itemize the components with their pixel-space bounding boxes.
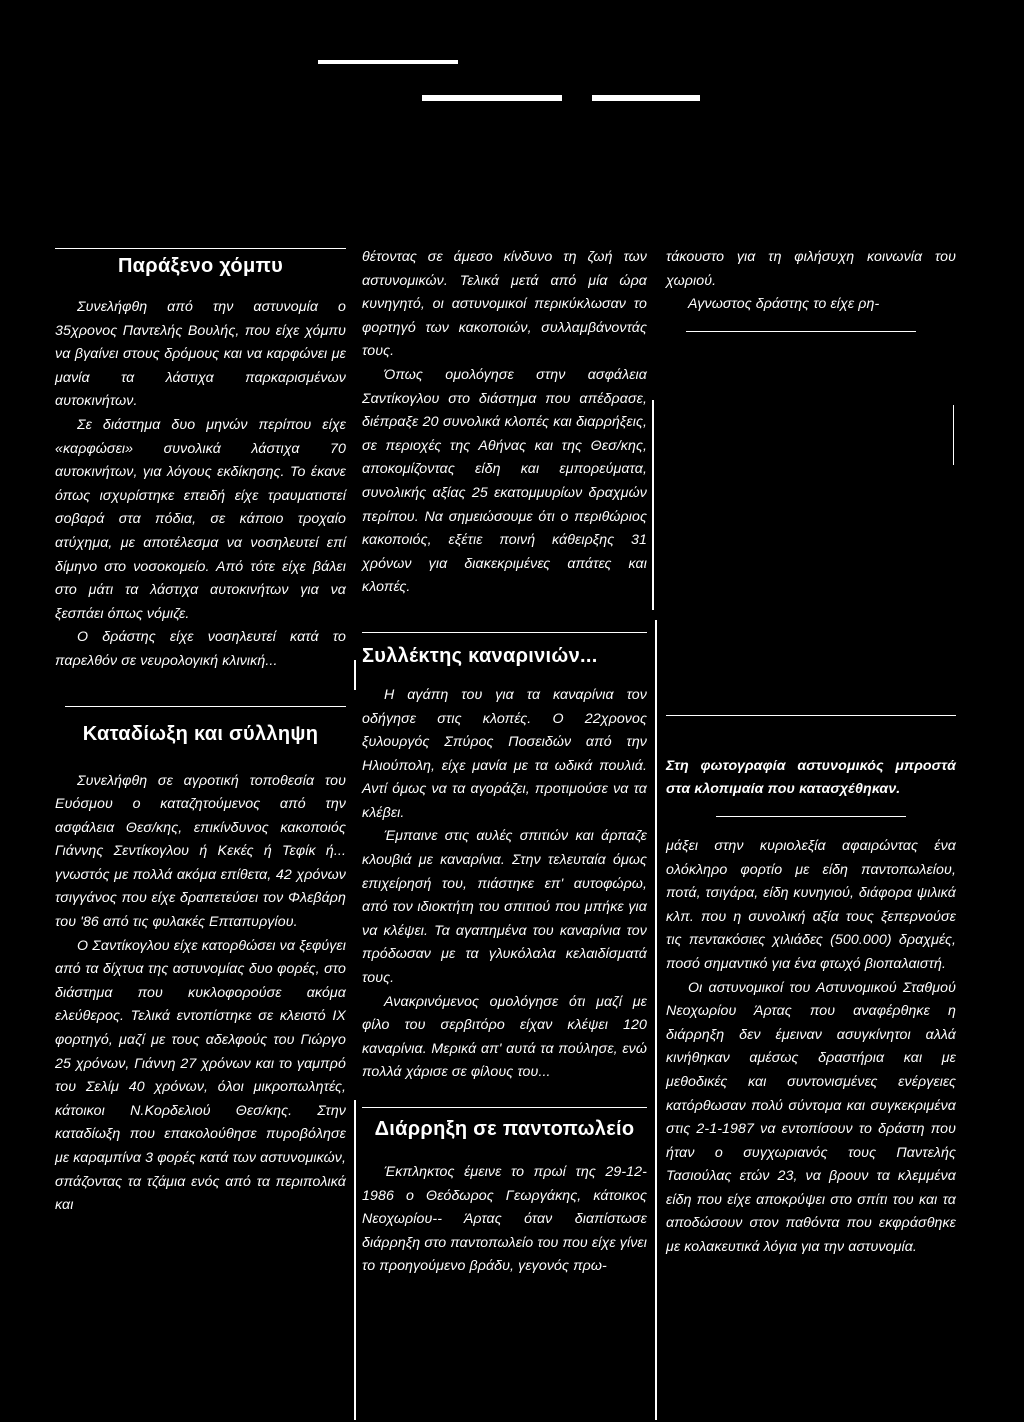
section-rule [65, 706, 346, 707]
article-paragraph: Η αγάπη του για τα καναρίνια τον οδήγησε στις κλοπές. Ο 22χρονος ξυλουργός Σπύρος Ποσειδών από την Ηλιούπολη, είχε μανία με τα ωδικά πουλιά. Αντί όμως να τα αγοράζει, προτιμούσε να τα κλέβει. [362, 686, 647, 821]
article-paragraph: θέτοντας σε άμεσο κίνδυνο τη ζωή των αστυνομικών. Τελικά μετά από μία ώρα κυνηγητό, οι αστυνομικοί περικύκλωσαν το φορτηγό των κακοποιών, συλλαμβάνοντάς τους. [362, 249, 647, 360]
photo-frame-top [686, 331, 916, 332]
photo-caption: Στη φωτογραφία αστυνομικός μπροστά στα κλοπιμαία που κατασχέθηκαν. [666, 757, 956, 798]
column-divider [652, 400, 654, 610]
section-rule [362, 632, 647, 633]
column-1 [55, 246, 346, 1218]
article-paragraph: Έμπαινε στις αυλές σπιτιών και άρπαζε κλουβιά με καναρίνια. Στην τελευταία όμως επιχείρησή του, πιάστηκε επ' αυτοφώρω, από τον ιδιοκτήτη του σπιτιού που μπήκε για να κλέψει. Τα αγαπημένα του καναρίνια τον πρόδωσαν με τα γλυκόλαλα κελαιδίσματά τους. [362, 828, 647, 987]
top-bar-right [592, 95, 700, 101]
article-paragraph: μάξει στην κυριολεξία αφαιρώντας ένα ολόκληρο φορτίο με είδη παντοπωλείου, ποτά, τσιγάρα, είδη κυνηγιού, διάφορα ψιλικά κλπ. που η συνολική αξία τους ξεπερνούσε τις πεντακόσιες χιλιάδες (500.000) δραχμές, ποσό σημαντικό για ένα φτωχό βιοπαλαιστή. [666, 837, 956, 972]
article-paragraph: Όπως ομολόγησε στην ασφάλεια Σαντίκογλου στο διάστημα που απέδρασε, διέπραξε 20 συνολικά κλοπές και διαρρήξεις, σε περιοχές της Αθήνας και της Θεσ/κης, απoκομίζοντας είδη και εμπορεύματα, συνολικής αξίας 25 εκατομμυρίων δραχμών περίπου. Να σημειώσουμε ότι ο περιθώριος κακοποιός, εξέτιε ποινή κάθειρξης 31 χρόνων για διακεκριμένες απάτες και κλοπές. [362, 366, 647, 596]
article-paragraph: Οι αστυνομικοί του Αστυνομικού Σταθμού Νεοχωρίου Άρτας που αναφέρθηκε η διάρρηξη δεν έμειναν ασυγκίνητοι αλλά κινήθηκαν αμέσως δραστήρια και με μεθοδικές και συντονισμένες ενέργειες κατόρθωσαν πολύ σύντομα και συγκεκριμένα στις 2-1-1987 να εντοπίσουν το δράστη που ήταν ο συγχωριανός τους Παντελής Τασιούλας ετών 23, να βρουν τα κλεμμένα είδη που είχε αποκρύψει στο σπίτι του και τα αποδώσουν στον παθόντα που εκφράσθηκε με κολακευτικά λόγια για την αστυνομία. [666, 979, 956, 1256]
article-paragraph: Συνελήφθη σε αγροτική τοποθεσία του Ευόσμου ο καταζητούμενος από την ασφάλεια Θεσ/κης, επικίνδυνος κακοποιός Γιάννης Σεντίκογλου ή Κεκές ή Τεφίκ ή... γνωστός με πολλά ακόμα επίθετα, 42 χρόνων τσιγγάνος που είχε δραπετεύσει τον Φλεβάρη του '86 από τις φυλακές Επταπυργίου. [55, 772, 346, 931]
headline-canary-collector: Συλλέκτης καναρινιών... [362, 644, 598, 667]
column-divider [354, 1100, 356, 1420]
section-rule [55, 248, 346, 249]
photo-frame-bottom [666, 715, 956, 716]
column-2 [362, 246, 647, 1279]
article-paragraph: Ανακρινόμενος ομολόγησε ότι μαζί με φίλο του σερβιτόρο είχαν κλέψει 120 καναρίνια. Μερικά απ' αυτά τα πούλησε, ενώ πολλά χάρισε σε φίλους του... [362, 993, 647, 1081]
article-paragraph: τάκουστο για τη φιλήσυχη κοινωνία του χωριού. [666, 249, 956, 289]
column-divider [354, 660, 356, 690]
article-paragraph: Ο Σαντίκογλου είχε κατορθώσει να ξεφύγει από τα δίχτυα της αστυνομίας δυο φορές, στο διάστημα που κυκλοφορούσε ακόμα ελεύθερος. Τελικά εντοπίστηκε σε κλειστό ΙΧ φορτηγό, μαζί με τους αδελφούς του Γιώργο 25 χρόνων, Γιάννη 27 χρόνων και το γαμπρό του Σελίμ 40 χρόνων, όλοι μικροπωλητές, κάτοικοι Ν.Κορδελιού Θεσ/κης. Στην καταδίωξη που επακολούθησε πυροβόλησε με καραμπίνα 3 φορές κατά των αστυνομικών, σπάζοντας τα τζάμια ενός από τα περιπολικά και [55, 937, 346, 1214]
caption-rule [716, 816, 906, 817]
photo-placeholder [666, 325, 956, 745]
headline-chase-and-arrest: Καταδίωξη και σύλληψη [82, 722, 319, 745]
article-paragraph: Σε διάστημα δυο μηνών περίπου είχε «καρφώσει» συνολικά λάστιχα 70 αυτοκινήτων, για λόγους εκδίκησης. Το έκανε όπως ισχυρίστηκε επειδή είχε τραυματιστεί σοβαρά στα πόδια, σε κάποιο τροχαίο ατύχημα, με αποτέλεσμα να νοσηλευτεί επί δίμηνο στο νοσοκομείο. Από τότε είχε βάλει στο μάτι τα λάστιχα αυτοκινήτων για να ξεσπάει όπως νόμιζε. [55, 416, 346, 622]
article-paragraph: Αγνωστος δράστης το είχε ρη- [688, 296, 880, 313]
article-paragraph: Έκπληκτος έμεινε το πρωί της 29-12-1986 ο Θεόδωρος Γεωργάκης, κάτοικος Νεοχωρίου-- Άρτας όταν διαπίστωσε διάρρηξη στο παντοπωλείο του που είχε γίνει το προηγούμενο βράδυ, γεγονός πρω- [362, 1164, 647, 1275]
column-divider [655, 620, 657, 1420]
column-3 [666, 246, 956, 1260]
top-bar-left [318, 60, 458, 64]
article-paragraph: Συνελήφθη από την αστυνομία ο 35χρονος Παντελής Βουλής, που είχε χόμπυ να βγαίνει στους δρόμους και να καρφώνει με μανία τα λάστιχα παρκαρισμένων αυτοκινήτων. [55, 299, 346, 410]
article-paragraph: Ο δράστης είχε νοσηλευτεί κατά το παρελθόν σε νευρολογική κλινική... [55, 629, 346, 669]
photo-frame-edge [953, 405, 955, 465]
section-rule [362, 1107, 647, 1108]
headline-strange-hobby: Παράξενο χόμπυ [117, 255, 284, 277]
headline-grocery-burglary: Διάρρηξη σε παντοπωλείο [374, 1118, 635, 1140]
top-bar-mid [422, 95, 562, 101]
